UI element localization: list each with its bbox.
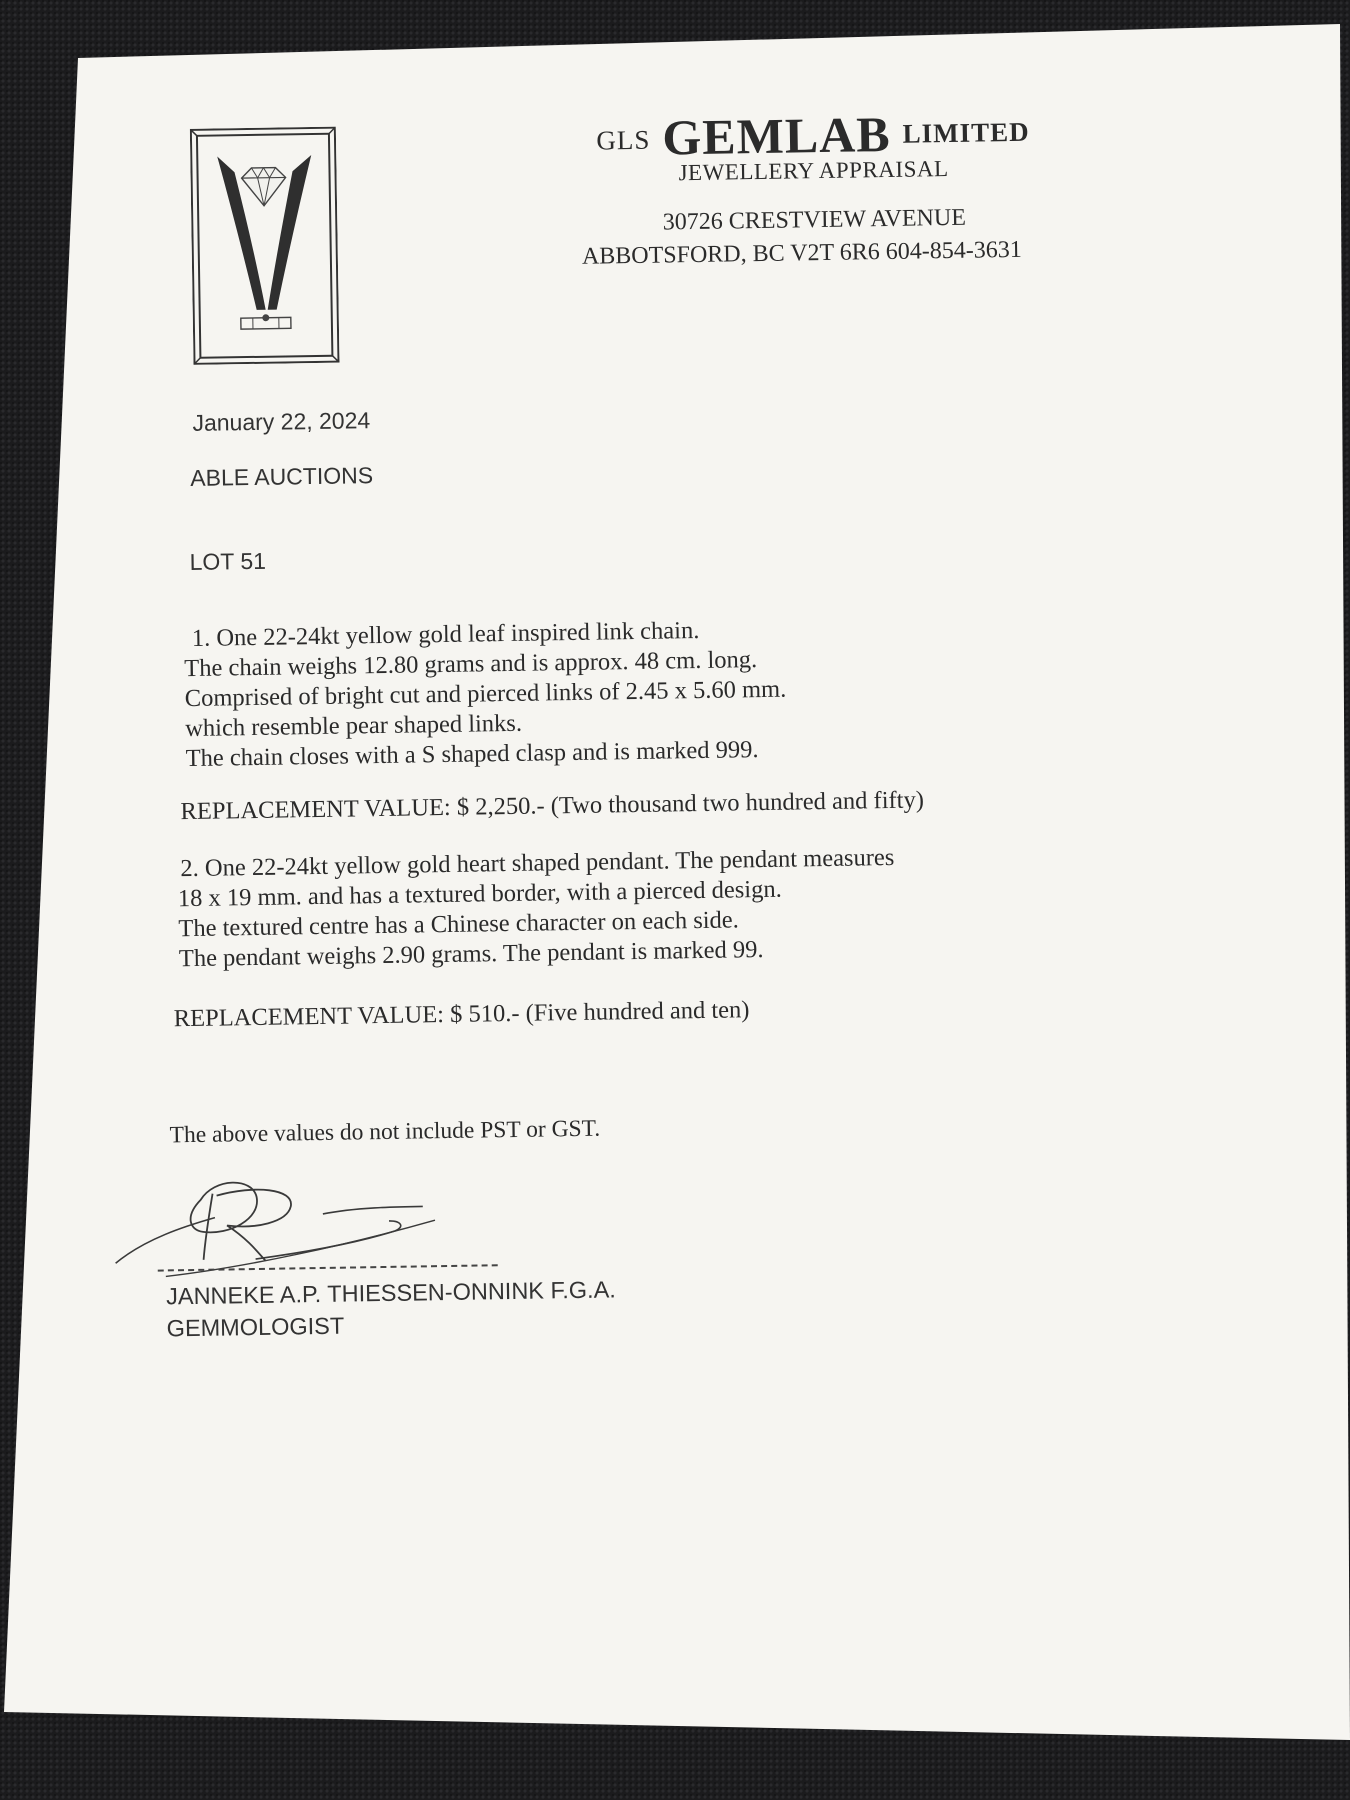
diamond-v-logo-icon bbox=[190, 127, 340, 365]
address-line-1: 30726 CRESTVIEW AVENUE bbox=[662, 204, 967, 236]
item-2-line: The textured centre has a Chinese character on each side. bbox=[178, 906, 740, 943]
signer-block bbox=[166, 1273, 617, 1344]
tax-note: The above values do not include PST or GST. bbox=[169, 1115, 601, 1149]
address-line-2: ABBOTSFORD, BC V2T 6R6 604-854-3631 bbox=[581, 236, 1022, 270]
item-1-line: Comprised of bright cut and pierced links of 2.45 x 5.60 mm. bbox=[184, 675, 787, 713]
item-1-line: 1. One 22-24kt yellow gold leaf inspired link chain. bbox=[191, 616, 700, 652]
item-1-replacement-value: REPLACEMENT VALUE: $ 2,250.- (Two thousand two hundred and fifty) bbox=[180, 786, 925, 826]
item-2-line: The pendant weighs 2.90 grams. The pendant is marked 99. bbox=[178, 936, 764, 973]
signer-name: JANNEKE A.P. THIESSEN-ONNINK F.G.A. bbox=[165, 1276, 616, 1310]
company-suffix: LIMITED bbox=[902, 116, 1030, 149]
item-2-description bbox=[177, 843, 896, 974]
item-2-line: 2. One 22-24kt yellow gold heart shaped pendant. The pendant measures bbox=[180, 843, 895, 883]
company-prefix: GLS bbox=[596, 124, 651, 156]
item-1-line: which resemble pear shaped links. bbox=[185, 709, 523, 743]
lot-number: LOT 51 bbox=[189, 547, 267, 575]
letterhead bbox=[553, 102, 1076, 274]
company-address bbox=[554, 200, 1075, 274]
item-1-description bbox=[184, 615, 788, 774]
item-1-line: The chain closes with a S shaped clasp and is marked 999. bbox=[185, 736, 759, 773]
company-subtitle: JEWELLERY APPRAISAL bbox=[678, 156, 949, 186]
item-2-line: 18 x 19 mm. and has a textured border, with a pierced design. bbox=[177, 875, 782, 913]
document-date: January 22, 2024 bbox=[192, 407, 371, 436]
item-1-line: The chain weighs 12.80 grams and is approx. 48 cm. long. bbox=[184, 646, 758, 683]
company-main-name: GEMLAB bbox=[661, 105, 892, 166]
item-2-replacement-value: REPLACEMENT VALUE: $ 510.- (Five hundred and ten) bbox=[173, 996, 750, 1033]
signer-title: GEMMOLOGIST bbox=[166, 1312, 345, 1342]
recipient: ABLE AUCTIONS bbox=[190, 462, 374, 491]
